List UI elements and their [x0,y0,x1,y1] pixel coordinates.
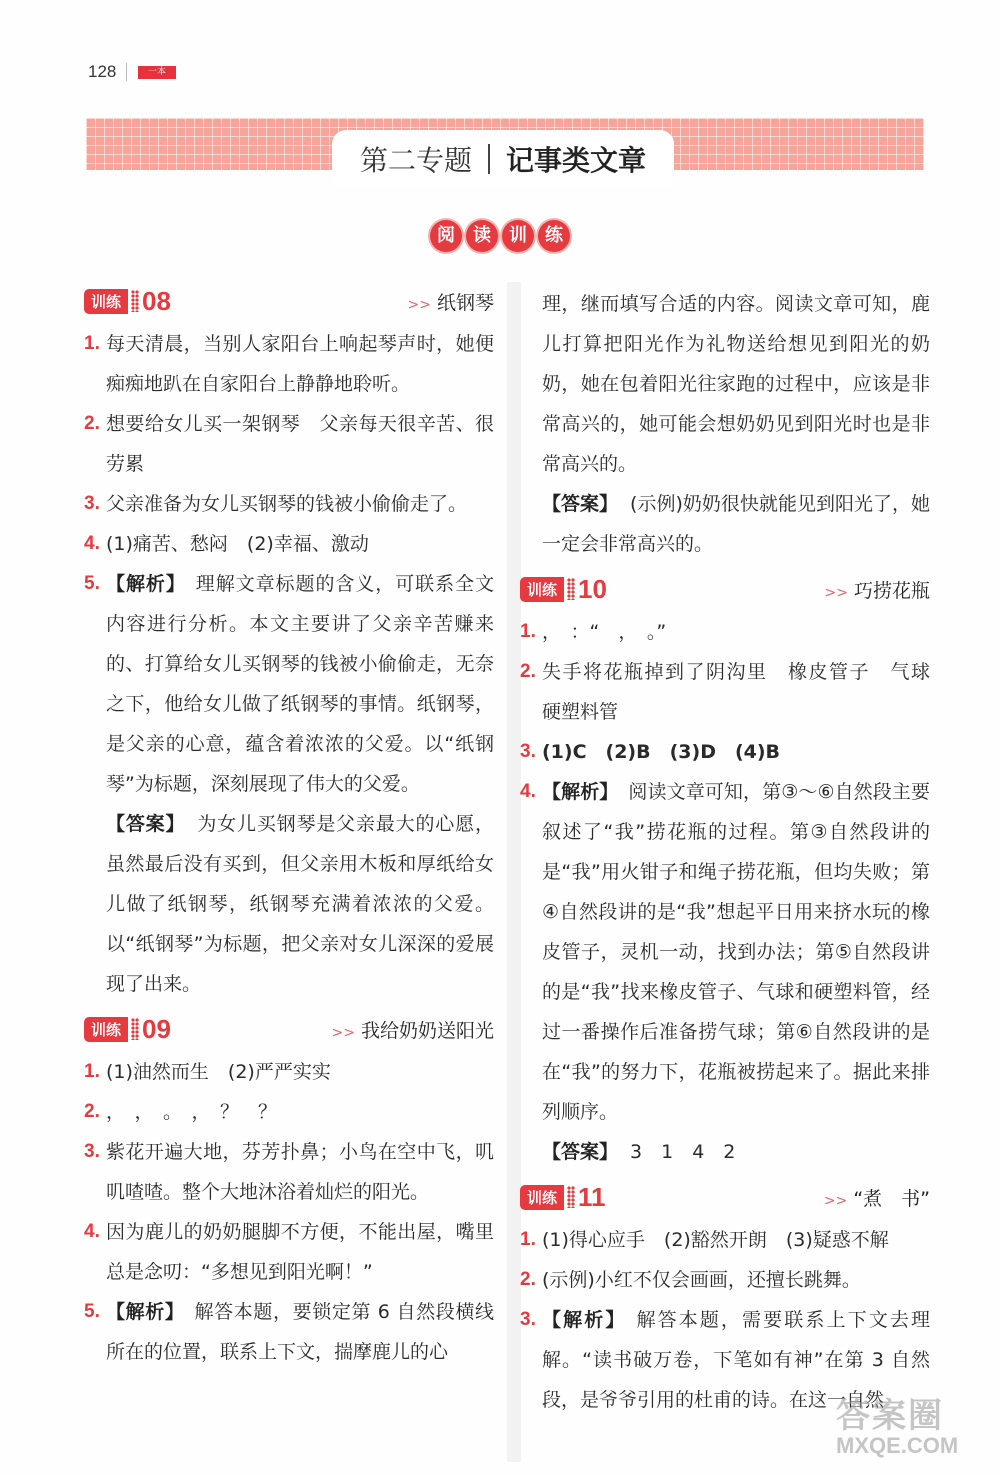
section-title-char: 训 [502,220,534,252]
answer-item [84,524,494,564]
item-number: 4. [84,1221,100,1242]
right-column [520,284,950,1420]
answer-text: 紫花开遍大地，芬芳扑鼻；小鸟在空中飞，叽叽喳喳。整个大地沐浴着灿烂的阳光。 [106,1141,494,1203]
answer-item [84,324,494,404]
answer-block [520,1132,930,1172]
answer-text: 为女儿买钢琴是父亲最大的心愿，虽然最后没有买到，但父亲用木板和厚纸给女儿做了纸钢琴，纸钢琴充满着浓浓的父爱。以“纸钢琴”为标题，把父亲对女儿深深的爱展现了出来。 [106,813,494,995]
item-number: 5. [84,573,100,594]
page-number-separator [126,63,127,81]
training-10-header [520,574,930,604]
answer-text: (示例)小红不仅会画画，还擅长跳舞。 [542,1269,861,1291]
answer-text: 失手将花瓶掉到了阴沟里 橡皮管子 气球 硬塑料管 [542,661,950,723]
analysis-text: 理解文章标题的含义，可联系全文内容进行分析。本文主要讲了父亲辛苦赚来的、打算给女儿买钢琴的钱被小偷偷走，无奈之下，他给女儿做了纸钢琴的事情。纸钢琴，是父亲的心意，蕴含着浓浓的父爱。以“纸钢琴”为标题，深刻展现了伟大的父爱。 [106,573,494,795]
training-label: 训练 [84,1017,128,1042]
answer-item [84,1132,494,1212]
training-08-header [84,286,494,316]
answer-item [84,1292,494,1372]
analysis-text: 解答本题，需要联系上下文去理解。“读书破万卷，下笔如有神”在第 3 自然段，是爷爷引用的杜甫的诗。在这一自然 [542,1309,930,1411]
answer-item [520,732,930,772]
answer-item [520,772,930,1132]
item-number: 3. [84,493,100,514]
answer-text: 因为鹿儿的奶奶腿脚不方便，不能出屋，嘴里总是念叨：“多想见到阳光啊！” [106,1221,494,1283]
answer-item [84,1092,494,1132]
item-number: 2. [84,1101,100,1122]
answer-text: 想要给女儿买一架钢琴 父亲每天很辛苦、很劳累 [106,413,494,475]
watermark-logo [836,1388,986,1466]
answer-item [84,1052,494,1092]
item-number: 1. [520,621,536,642]
analysis [542,772,930,1132]
chapter-name: 记事类文章 [506,144,647,177]
item-number: 4. [520,781,536,802]
badge-dots [131,1018,139,1040]
answer-block [84,804,494,1004]
training-label: 训练 [84,289,128,314]
analysis-tag: 【解析】 [106,1301,185,1323]
arrow-icon: >> [823,1192,848,1209]
item-number: 2. [520,1269,536,1290]
analysis-tag: 【解析】 [542,1309,627,1331]
answer-tag: 【答案】 [542,493,619,515]
arrow-icon: >> [407,296,431,313]
watermark-bottom: MXQE.COM [836,1433,959,1458]
analysis-continued: 理，继而填写合适的内容。阅读文章可知，鹿儿打算把阳光作为礼物送给想见到阳光的奶奶，她在包着阳光往家跑的过程中，应该是非常高兴的，她可能会想奶奶见到阳光时也是非常高兴的。 [542,293,930,475]
item-number: 1. [84,333,100,354]
badge-dots [131,290,139,312]
training-09-header [84,1014,494,1044]
training-label: 训练 [520,577,564,602]
chapter-topic: 第二专题 [359,144,472,177]
item-number: 3. [520,1309,536,1330]
answer-text: (1)痛苦、愁闷 (2)幸福、激动 [106,533,369,555]
page-number: 128 [88,62,117,81]
analysis [106,564,494,804]
answer-item [84,484,494,524]
training-title [825,576,930,603]
analysis [106,1292,494,1372]
item-number: 3. [84,1141,100,1162]
training-label: 训练 [520,1185,564,1210]
training-badge [84,1014,171,1045]
item-number: 5. [84,1301,100,1322]
item-number: 1. [520,1229,536,1250]
answer-tag: 【答案】 [106,813,186,835]
training-badge [520,1182,606,1213]
training-title-text: “煮 书” [853,1187,930,1210]
analysis-text: 阅读文章可知，第③～⑥自然段主要叙述了“我”捞花瓶的过程。第③自然段讲的是“我”用火钳子和绳子捞花瓶，但均失败；第④自然段讲的是“我”想起平日用来挤水玩的橡皮管子，灵机一动，找到办法；第⑤自然段讲的是“我”找来橡皮管子、气球和硬塑料管，经过一番操作后准备捞气球；第⑥自然段讲的是在“我”的努力下，花瓶被捞起来了。据此来排列顺序。 [542,781,930,1123]
title-divider [488,144,490,174]
analysis-tag: 【解析】 [106,573,186,595]
answer-item [520,652,950,732]
training-title-text: 我给奶奶送阳光 [360,1019,494,1042]
answer-item [84,1212,494,1292]
analysis-tag: 【解析】 [542,781,619,803]
item-number: 2. [520,661,536,682]
training-title [824,1184,930,1211]
left-column [84,284,494,1372]
answer-text: (1)C (2)B (3)D (4)B [542,741,781,763]
training-number: 10 [578,573,607,604]
training-title [408,288,494,315]
answer-item [520,1220,930,1260]
training-badge [520,574,607,605]
badge-dots [567,1186,575,1208]
analysis-text: 解答本题，要锁定第 6 自然段横线所在的位置，联系上下文，揣摩鹿儿的心 [106,1301,494,1363]
answer-text: (示例)奶奶很快就能见到阳光了，她一定会非常高兴的。 [542,493,930,555]
training-11-header [520,1182,930,1212]
item-number: 3. [520,741,536,762]
section-title-char: 读 [466,220,498,252]
arrow-icon: >> [331,1024,355,1041]
book-tag: 一本 [138,66,176,79]
chapter-title [332,130,674,188]
column-divider [507,282,521,1462]
training-number: 11 [578,1181,606,1212]
answer-text: ， ， 。 ， ？ ？ [106,1101,278,1123]
answer-block [520,484,930,564]
item-number: 1. [84,1061,100,1082]
section-title-char: 阅 [430,220,462,252]
item-number: 2. [84,413,100,434]
training-title [332,1016,494,1043]
badge-dots [567,578,575,600]
answer-item [520,1260,930,1300]
answer-tag: 【答案】 [542,1141,619,1163]
section-title [0,220,1000,252]
answer-text: 每天清晨，当别人家阳台上响起琴声时，她便痴痴地趴在自家阳台上静静地聆听。 [106,333,494,395]
training-title-text: 巧捞花瓶 [853,579,930,602]
answer-text: 父亲准备为女儿买钢琴的钱被小偷偷走了。 [106,493,468,515]
training-title-text: 纸钢琴 [436,291,494,314]
section-title-char: 练 [538,220,570,252]
arrow-icon: >> [824,584,848,601]
answer-item [84,404,494,484]
answer-text: (1)油然而生 (2)严严实实 [106,1061,331,1083]
training-badge [84,286,171,317]
answer-text: (1)得心应手 (2)豁然开朗 (3)疑惑不解 [542,1229,889,1251]
answer-item [84,564,494,804]
training-number: 08 [142,285,171,316]
training-number: 09 [142,1013,171,1044]
answer-text: 3 1 4 2 [630,1141,736,1163]
answer-item [520,612,930,652]
watermark-top: 答案圈 [836,1396,944,1436]
answer-text: ， ：“ ， 。” [542,621,667,643]
item-number: 4. [84,533,100,554]
